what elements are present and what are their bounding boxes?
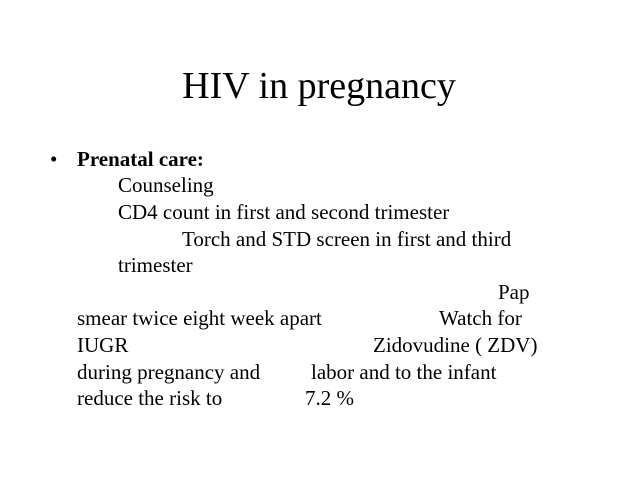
prenatal-care-heading: Prenatal care: (77, 147, 204, 171)
body-line-reduce-risk: reduce the risk to (77, 386, 223, 410)
body-line-iugr: IUGR (77, 333, 129, 357)
body-line-during-pregnancy: during pregnancy and (77, 360, 261, 384)
bullet-marker: • (50, 147, 58, 171)
body-line-counseling: Counseling (118, 173, 214, 197)
body-line-percentage: 7.2 % (305, 386, 354, 410)
body-line-watch-for: Watch for (439, 306, 522, 330)
body-line-trimester: trimester (118, 253, 193, 277)
body-line-cd4: CD4 count in first and second trimester (118, 200, 450, 224)
slide-title: HIV in pregnancy (182, 65, 456, 107)
body-line-zidovudine: Zidovudine ( ZDV) (373, 333, 538, 357)
body-line-torch: Torch and STD screen in first and third (182, 227, 512, 251)
body-line-pap: Pap (498, 280, 530, 304)
body-line-labor: labor and to the infant (311, 360, 497, 384)
body-line-smear: smear twice eight week apart (77, 306, 322, 330)
